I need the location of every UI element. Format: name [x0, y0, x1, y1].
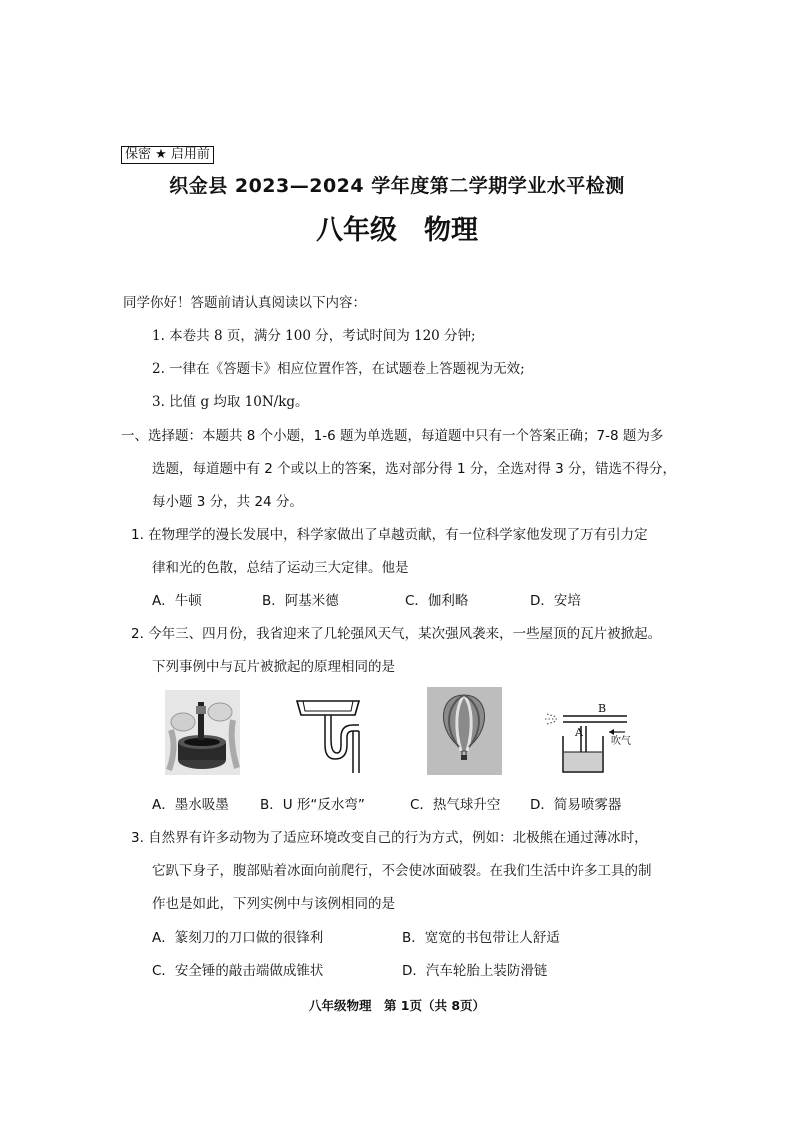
figure-label-b: B: [598, 702, 607, 715]
question-2-text: 2. 今年三、四月份，我省迎来了几轮强风天气，某次强风袭来，一些屋顶的瓦片被掀起。: [131, 626, 662, 642]
figure-label-blow: 吹气: [611, 736, 631, 747]
q2-option-b: B．U 形“反水弯”: [260, 797, 365, 813]
q3-option-c: C．安全锤的敲击端做成锥状: [152, 963, 324, 979]
figure-sprayer: [543, 700, 633, 776]
q3-option-a: A．篆刻刀的刀口做的很锋利: [152, 930, 324, 946]
instruction-item: 3. 比值 g 均取 10N/kg。: [152, 394, 309, 410]
question-2-text: 下列事例中与瓦片被掀起的原理相同的是: [152, 659, 395, 675]
question-3-text: 它趴下身子，腹部贴着冰面向前爬行，不会使冰面破裂。在我们生活中许多工具的制: [152, 863, 652, 879]
instruction-item: 2. 一律在《答题卡》相应位置作答，在试题卷上答题视为无效;: [152, 361, 525, 377]
question-3-text: 作也是如此，下列实例中与该例相同的是: [152, 896, 395, 912]
question-3-text: 3. 自然界有许多动物为了适应环境改变自己的行为方式，例如：北极熊在通过薄冰时，: [131, 830, 648, 846]
page-footer: 八年级物理 第 1页（共 8页）: [308, 998, 486, 1013]
figure-hot-air-balloon: [427, 687, 502, 775]
q2-option-a: A．墨水吸墨: [152, 797, 229, 813]
section-heading-line: 选题，每道题中有 2 个或以上的答案，选对部分得 1 分，全选对得 3 分，错选不得分，: [152, 461, 677, 477]
question-1-text: 1. 在物理学的漫长发展中，科学家做出了卓越贡献，有一位科学家他发现了万有引力定: [131, 527, 648, 543]
q3-option-b: B．宽宽的书包带让人舒适: [402, 930, 560, 946]
section-heading-line: 一、选择题：本题共 8 个小题，1-6 题为单选题，每道题中只有一个答案正确；7-8 题为多: [121, 428, 664, 444]
q1-option-b: B．阿基米德: [262, 593, 339, 609]
q3-option-d: D．汽车轮胎上装防滑链: [402, 963, 548, 979]
q1-option-d: D．安培: [530, 593, 581, 609]
confidential-label: 保密 ★ 启用前: [121, 146, 214, 164]
exam-title: 织金县 2023—2024 学年度第二学期学业水平检测: [169, 175, 625, 197]
exam-subtitle: 八年级 物理: [316, 215, 478, 246]
q1-option-c: C．伽利略: [405, 593, 469, 609]
q2-option-d: D．简易喷雾器: [530, 797, 622, 813]
q1-option-a: A．牛顿: [152, 593, 202, 609]
question-1-text: 律和光的色散，总结了运动三大定律。他是: [152, 560, 409, 576]
section-heading-line: 每小题 3 分，共 24 分。: [152, 494, 303, 510]
figure-ink-dropper: [165, 690, 240, 775]
figure-label-a: A: [575, 726, 583, 739]
q2-option-c: C．热气球升空: [410, 797, 501, 813]
figure-u-trap: [295, 697, 365, 775]
instructions-greeting: 同学你好！答题前请认真阅读以下内容：: [123, 295, 366, 311]
instruction-item: 1. 本卷共 8 页，满分 100 分，考试时间为 120 分钟;: [152, 328, 476, 344]
